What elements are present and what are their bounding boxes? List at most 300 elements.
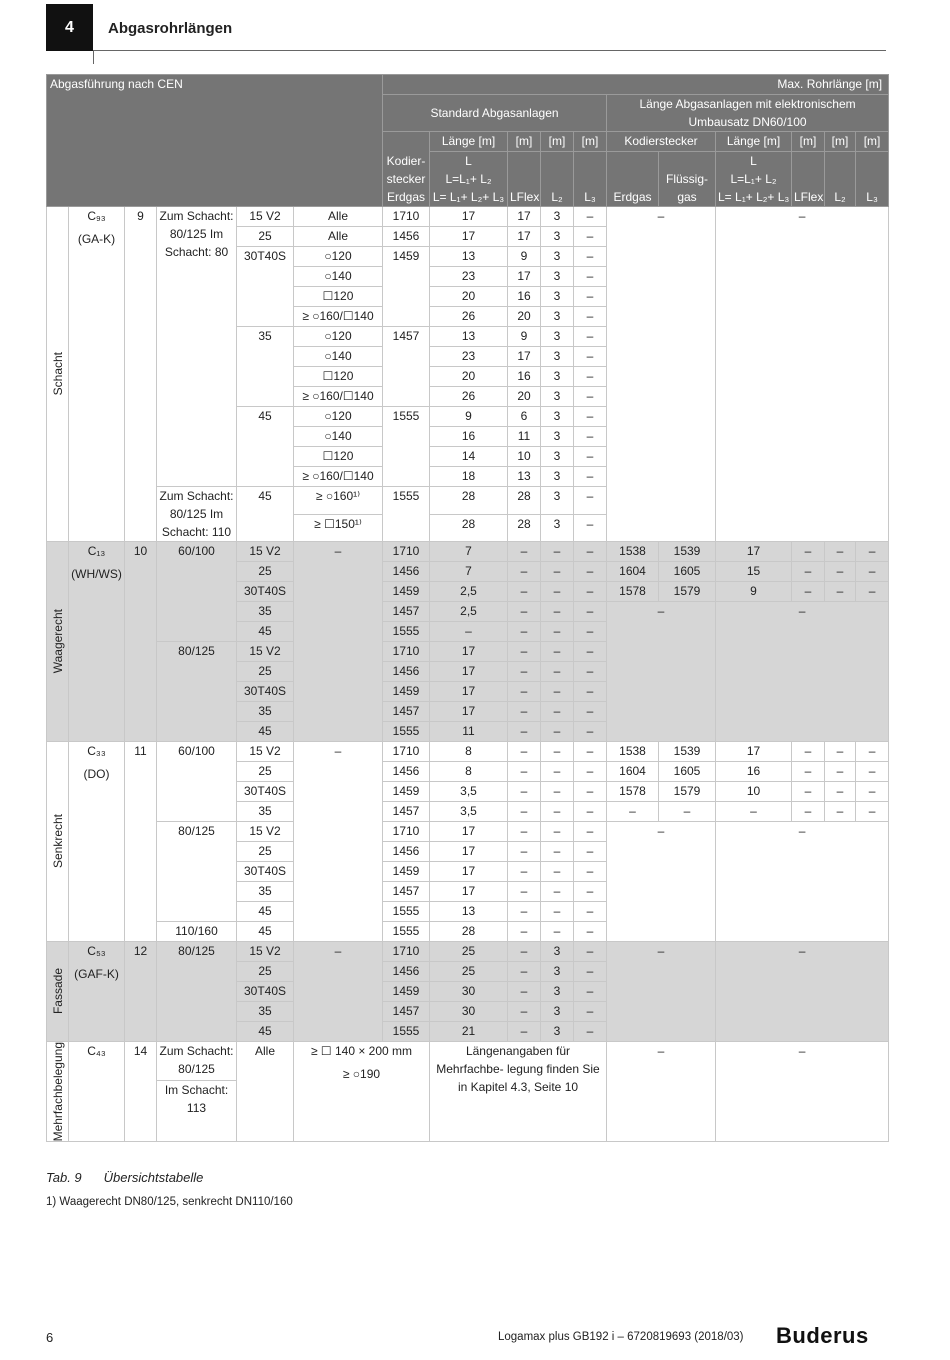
product-type: 35: [237, 882, 294, 902]
umbau-length-l2: –: [825, 742, 856, 762]
coding-plug: 1457: [383, 602, 430, 622]
cen-code-suffix: (GA-K): [77, 232, 116, 246]
length-l2: 3: [541, 307, 574, 327]
flue-diameter: Zum Schacht: 80/125: [157, 1042, 237, 1081]
product-type: 45: [237, 487, 294, 542]
length-l2: –: [541, 922, 574, 942]
length-lflex: 17: [508, 207, 541, 227]
coding-plug: 1555: [383, 902, 430, 922]
umbau-coding-fluessiggas: 1605: [659, 562, 716, 582]
length-L: 17: [430, 207, 508, 227]
length-lflex: 17: [508, 347, 541, 367]
cen-code: C₁₃: [87, 544, 106, 558]
shaft-diameter-rect: ≥ ☐ 140 × 200 mm: [310, 1044, 413, 1058]
umbau-length-L: 9: [716, 582, 792, 602]
length-L: 30: [430, 982, 508, 1002]
coding-plug: 1459: [383, 862, 430, 882]
product-type: 25: [237, 842, 294, 862]
cen-code-cell: [69, 942, 125, 1042]
length-l2: 3: [541, 962, 574, 982]
length-lflex: –: [508, 682, 541, 702]
cen-code-suffix: (DO): [83, 767, 110, 781]
shaft-diameter: ○140: [294, 347, 383, 367]
length-L: 8: [430, 742, 508, 762]
length-L: 25: [430, 962, 508, 982]
group-label: Fassade: [51, 968, 65, 1015]
length-l3: –: [574, 267, 607, 287]
header-l3: L₃: [574, 152, 607, 207]
cen-code-cell: [69, 542, 125, 742]
product-type: 15 V2: [237, 822, 294, 842]
flue-diameter: 80/125: [157, 942, 237, 1042]
length-l2: –: [541, 902, 574, 922]
length-L: 17: [430, 842, 508, 862]
shaft-diameter: ☐120: [294, 367, 383, 387]
umbau-length-lflex: –: [792, 782, 825, 802]
umbau-length-lflex: –: [792, 762, 825, 782]
coding-plug: 1710: [383, 542, 430, 562]
length-l3: –: [574, 722, 607, 742]
shaft-diameter: ≥ ○160/☐140: [294, 387, 383, 407]
length-L: 17: [430, 662, 508, 682]
coding-plug: 1555: [383, 487, 430, 542]
length-l3: –: [574, 467, 607, 487]
umbau-length-lflex: –: [792, 802, 825, 822]
length-L: 23: [430, 347, 508, 367]
shaft-diameter: –: [294, 942, 383, 1042]
umbau-length-l2: –: [825, 542, 856, 562]
coding-plug: 1710: [383, 207, 430, 227]
table-body: [47, 207, 889, 1142]
length-lflex: –: [508, 842, 541, 862]
figure-number: 14: [125, 1042, 157, 1142]
umbau-length-l2: –: [825, 562, 856, 582]
length-l3: –: [574, 742, 607, 762]
length-l2: –: [541, 782, 574, 802]
shaft-diameter: ≥ ○160/☐140: [294, 467, 383, 487]
length-L: 9: [430, 407, 508, 427]
length-l3: –: [574, 662, 607, 682]
length-l2: 3: [541, 1022, 574, 1042]
header-m: [m]: [792, 132, 825, 152]
length-l2: –: [541, 662, 574, 682]
shaft-diameter: –: [294, 742, 383, 942]
length-L: 7: [430, 542, 508, 562]
shaft-diameter: –: [294, 542, 383, 742]
page-number: 6: [46, 1330, 54, 1345]
document-reference: Logamax plus GB192 i – 6720819693 (2018/03): [498, 1331, 744, 1343]
length-l3: –: [574, 542, 607, 562]
overview-table: [46, 74, 889, 1142]
length-L: 17: [430, 882, 508, 902]
length-L: 28: [430, 922, 508, 942]
coding-plug: 1456: [383, 227, 430, 247]
length-L: 11: [430, 722, 508, 742]
shaft-diameter: ≥ ○160/☐140: [294, 307, 383, 327]
table-row: [47, 207, 889, 227]
length-l3: –: [574, 562, 607, 582]
group-cell: [47, 742, 69, 942]
length-l3: –: [574, 942, 607, 962]
length-l2: 3: [541, 942, 574, 962]
length-lflex: –: [508, 662, 541, 682]
coding-plug: 1457: [383, 882, 430, 902]
length-L: 17: [430, 862, 508, 882]
umbau-length-l2: –: [825, 762, 856, 782]
length-l2: 3: [541, 387, 574, 407]
length-lflex: –: [508, 922, 541, 942]
length-l2: 3: [541, 467, 574, 487]
length-L: 28: [430, 487, 508, 515]
length-lflex: 9: [508, 327, 541, 347]
length-L: 30: [430, 1002, 508, 1022]
length-L: 18: [430, 467, 508, 487]
group-cell: [47, 542, 69, 742]
length-l2: 3: [541, 427, 574, 447]
figure-number: 12: [125, 942, 157, 1042]
buderus-logo: Buderus: [776, 1323, 869, 1348]
umbau-length-l2: –: [825, 582, 856, 602]
length-lflex: –: [508, 702, 541, 722]
product-type: 15 V2: [237, 207, 294, 227]
length-L: 26: [430, 307, 508, 327]
coding-plug: 1457: [383, 702, 430, 722]
cen-code-cell: [69, 207, 125, 542]
length-L: 3,5: [430, 782, 508, 802]
flue-diameter: Zum Schacht: 80/125 Im Schacht: 80: [157, 207, 237, 487]
product-type: 25: [237, 962, 294, 982]
coding-plug: 1457: [383, 1002, 430, 1022]
umbau-length-lflex: –: [792, 582, 825, 602]
length-lflex: 16: [508, 367, 541, 387]
length-lflex: –: [508, 1022, 541, 1042]
coding-plug: 1555: [383, 407, 430, 487]
length-l2: –: [541, 842, 574, 862]
umbau-length-lflex: –: [792, 542, 825, 562]
length-L: 20: [430, 287, 508, 307]
length-lflex: 16: [508, 287, 541, 307]
cen-code-cell: [69, 742, 125, 942]
length-l2: 3: [541, 1002, 574, 1022]
flue-diameter: 60/100: [157, 742, 237, 822]
product-type: 35: [237, 327, 294, 407]
umbau-coding: –: [607, 207, 716, 542]
umbau-length: –: [716, 602, 889, 742]
cen-code: C₃₃: [87, 744, 106, 758]
figure-number: 11: [125, 742, 157, 942]
header-m: [m]: [825, 132, 856, 152]
length-L: 17: [430, 227, 508, 247]
cen-code: C₄₃: [87, 1044, 106, 1058]
coding-plug: 1555: [383, 722, 430, 742]
length-lflex: –: [508, 622, 541, 642]
shaft-diameter: ○120: [294, 327, 383, 347]
umbau-length-l3: –: [856, 782, 889, 802]
product-type: 30T40S: [237, 682, 294, 702]
header-L-sum2: L=L₁+ L₂: [730, 172, 777, 186]
length-L: 21: [430, 1022, 508, 1042]
header-lflex: LFlex: [792, 152, 825, 207]
length-lflex: –: [508, 582, 541, 602]
umbau-coding: –: [607, 1042, 716, 1142]
length-l3: –: [574, 842, 607, 862]
group-label: Mehrfachbelegung: [51, 1042, 65, 1142]
header-fluessiggas: Flüssig- gas: [659, 152, 716, 207]
umbau-length-L: 17: [716, 742, 792, 762]
length-l2: –: [541, 762, 574, 782]
length-L: 13: [430, 327, 508, 347]
length-l2: –: [541, 622, 574, 642]
coding-plug: 1456: [383, 562, 430, 582]
length-L: 28: [430, 514, 508, 542]
length-L: 25: [430, 942, 508, 962]
table-row: [47, 942, 889, 962]
length-lflex: –: [508, 942, 541, 962]
header-m: [m]: [541, 132, 574, 152]
chapter-title: Abgasrohrlängen: [108, 20, 233, 37]
length-l3: –: [574, 1002, 607, 1022]
footnote: 1) Waagerecht DN80/125, senkrecht DN110/160: [46, 1196, 293, 1208]
length-l2: 3: [541, 247, 574, 267]
length-l2: 3: [541, 347, 574, 367]
header-rule-stub: [93, 50, 94, 64]
umbau-length-l3: –: [856, 802, 889, 822]
umbau-coding-fluessiggas: 1579: [659, 582, 716, 602]
product-type: 45: [237, 922, 294, 942]
length-lflex: –: [508, 962, 541, 982]
coding-plug: 1555: [383, 1022, 430, 1042]
flue-diameter: 80/125: [157, 642, 237, 742]
coding-plug: 1456: [383, 762, 430, 782]
umbau-length-L: 10: [716, 782, 792, 802]
umbau-length: –: [716, 942, 889, 1042]
table-row: [47, 1042, 889, 1081]
length-l3: –: [574, 347, 607, 367]
coding-plug: 1456: [383, 962, 430, 982]
umbau-coding-fluessiggas: 1605: [659, 762, 716, 782]
length-L: 17: [430, 642, 508, 662]
length-l3: –: [574, 682, 607, 702]
figure-number: 9: [125, 207, 157, 542]
length-l3: –: [574, 427, 607, 447]
length-lflex: –: [508, 1002, 541, 1022]
length-lflex: 28: [508, 487, 541, 515]
length-l3: –: [574, 247, 607, 267]
umbau-length-l3: –: [856, 742, 889, 762]
product-type: 25: [237, 227, 294, 247]
length-lflex: 6: [508, 407, 541, 427]
umbau-coding-fluessiggas: 1539: [659, 742, 716, 762]
umbau-length-lflex: –: [792, 562, 825, 582]
umbau-coding-erdgas: 1538: [607, 742, 659, 762]
product-type: 45: [237, 902, 294, 922]
product-type: 45: [237, 622, 294, 642]
length-lflex: –: [508, 642, 541, 662]
umbau-length-L: 15: [716, 562, 792, 582]
length-L: 17: [430, 682, 508, 702]
length-l2: 3: [541, 447, 574, 467]
length-L: 13: [430, 902, 508, 922]
umbau-coding-erdgas: 1604: [607, 762, 659, 782]
length-lflex: –: [508, 902, 541, 922]
coding-plug: 1710: [383, 742, 430, 762]
product-type: 15 V2: [237, 642, 294, 662]
product-type: 25: [237, 762, 294, 782]
umbau-coding-fluessiggas: 1579: [659, 782, 716, 802]
length-l3: –: [574, 602, 607, 622]
length-lflex: 17: [508, 267, 541, 287]
umbau-length-l3: –: [856, 562, 889, 582]
length-l2: –: [541, 562, 574, 582]
product-type: 30T40S: [237, 782, 294, 802]
coding-plug: 1555: [383, 922, 430, 942]
coding-plug: 1457: [383, 327, 430, 407]
length-l2: 3: [541, 207, 574, 227]
header-l3: L₃: [856, 152, 889, 207]
coding-plug: 1459: [383, 582, 430, 602]
length-l3: –: [574, 962, 607, 982]
length-L: 17: [430, 702, 508, 722]
header-L-sum3: L= L₁+ L₂+ L₃: [718, 190, 790, 204]
length-lflex: –: [508, 542, 541, 562]
group-label: Waagerecht: [51, 609, 65, 674]
length-l2: –: [541, 682, 574, 702]
length-l2: 3: [541, 487, 574, 515]
flue-diameter: 80/125: [157, 822, 237, 922]
product-type: 45: [237, 407, 294, 487]
length-l3: –: [574, 287, 607, 307]
length-L: 20: [430, 367, 508, 387]
flue-diameter: Im Schacht: 113: [157, 1080, 237, 1142]
table-row: [47, 822, 889, 842]
umbau-length-L: –: [716, 802, 792, 822]
length-L: 17: [430, 822, 508, 842]
shaft-diameter: [294, 1042, 430, 1142]
length-l3: –: [574, 1022, 607, 1042]
shaft-diameter: ○120: [294, 247, 383, 267]
length-lflex: 20: [508, 307, 541, 327]
group-cell: [47, 942, 69, 1042]
flue-diameter: 110/160: [157, 922, 237, 942]
header-laenge: Länge [m]: [716, 132, 792, 152]
length-lflex: –: [508, 982, 541, 1002]
caption-text: Übersichtstabelle: [103, 1170, 204, 1185]
header-l2: L₂: [541, 152, 574, 207]
length-l3: –: [574, 207, 607, 227]
product-type: 30T40S: [237, 982, 294, 1002]
group-cell: [47, 1042, 69, 1142]
product-type: Alle: [237, 1042, 294, 1142]
coding-plug: 1555: [383, 622, 430, 642]
umbau-coding: –: [607, 822, 716, 942]
length-L: 3,5: [430, 802, 508, 822]
figure-number: 10: [125, 542, 157, 742]
product-type: 15 V2: [237, 542, 294, 562]
umbau-coding-fluessiggas: 1539: [659, 542, 716, 562]
length-l3: –: [574, 802, 607, 822]
length-lflex: –: [508, 562, 541, 582]
length-lflex: 17: [508, 227, 541, 247]
caption-label: Tab. 9: [46, 1170, 82, 1185]
length-l2: 3: [541, 287, 574, 307]
length-l3: –: [574, 487, 607, 515]
header-max-length: Max. Rohrlänge [m]: [383, 75, 889, 95]
product-type: 45: [237, 722, 294, 742]
umbau-length-l3: –: [856, 762, 889, 782]
coding-plug: 1710: [383, 942, 430, 962]
umbau-length-L: 16: [716, 762, 792, 782]
length-l3: –: [574, 387, 607, 407]
length-l3: –: [574, 862, 607, 882]
length-l2: –: [541, 602, 574, 622]
length-l3: –: [574, 702, 607, 722]
length-lflex: –: [508, 782, 541, 802]
length-l2: –: [541, 822, 574, 842]
table-caption: [46, 1170, 203, 1185]
cen-code: C₉₃: [87, 209, 106, 223]
header-m: [m]: [508, 132, 541, 152]
coding-plug: 1459: [383, 247, 430, 327]
length-l2: 3: [541, 267, 574, 287]
chapter-number-tab: 4: [46, 4, 93, 51]
length-lflex: –: [508, 802, 541, 822]
length-L: 14: [430, 447, 508, 467]
length-l3: –: [574, 447, 607, 467]
group-label: Schacht: [51, 352, 65, 396]
flue-diameter: 60/100: [157, 542, 237, 642]
header-cen-block: [47, 75, 383, 207]
umbau-coding-fluessiggas: –: [659, 802, 716, 822]
product-type: 35: [237, 1002, 294, 1022]
length-lflex: –: [508, 822, 541, 842]
coding-plug: 1710: [383, 822, 430, 842]
header-L-sum2: L=L₁+ L₂: [445, 172, 492, 186]
length-l2: –: [541, 542, 574, 562]
coding-plug: 1459: [383, 982, 430, 1002]
length-lflex: –: [508, 762, 541, 782]
header-lflex: LFlex: [508, 152, 541, 207]
header-kodierstecker: Kodierstecker: [607, 132, 716, 152]
length-l2: 3: [541, 227, 574, 247]
product-type: 30T40S: [237, 247, 294, 327]
header-l2: L₂: [825, 152, 856, 207]
shaft-diameter: ○140: [294, 267, 383, 287]
shaft-diameter: Alle: [294, 207, 383, 227]
shaft-diameter: ≥ ☐150¹⁾: [294, 514, 383, 542]
length-L: 8: [430, 762, 508, 782]
coding-plug: 1459: [383, 682, 430, 702]
length-l3: –: [574, 882, 607, 902]
header-umbausatz: Länge Abgasanlagen mit elektronischem Umbausatz DN60/100: [607, 95, 889, 132]
header-m: [m]: [856, 132, 889, 152]
length-l3: –: [574, 762, 607, 782]
length-l2: 3: [541, 407, 574, 427]
length-l3: –: [574, 227, 607, 247]
header-laenge: Länge [m]: [430, 132, 508, 152]
umbau-coding-erdgas: 1578: [607, 582, 659, 602]
length-lflex: –: [508, 742, 541, 762]
product-type: 35: [237, 602, 294, 622]
length-l3: –: [574, 922, 607, 942]
product-type: 15 V2: [237, 942, 294, 962]
umbau-coding-erdgas: 1538: [607, 542, 659, 562]
length-lflex: –: [508, 722, 541, 742]
cen-code-suffix: (WH/WS): [71, 567, 122, 581]
length-lflex: 20: [508, 387, 541, 407]
product-type: 15 V2: [237, 742, 294, 762]
length-l3: –: [574, 902, 607, 922]
length-lflex: –: [508, 862, 541, 882]
